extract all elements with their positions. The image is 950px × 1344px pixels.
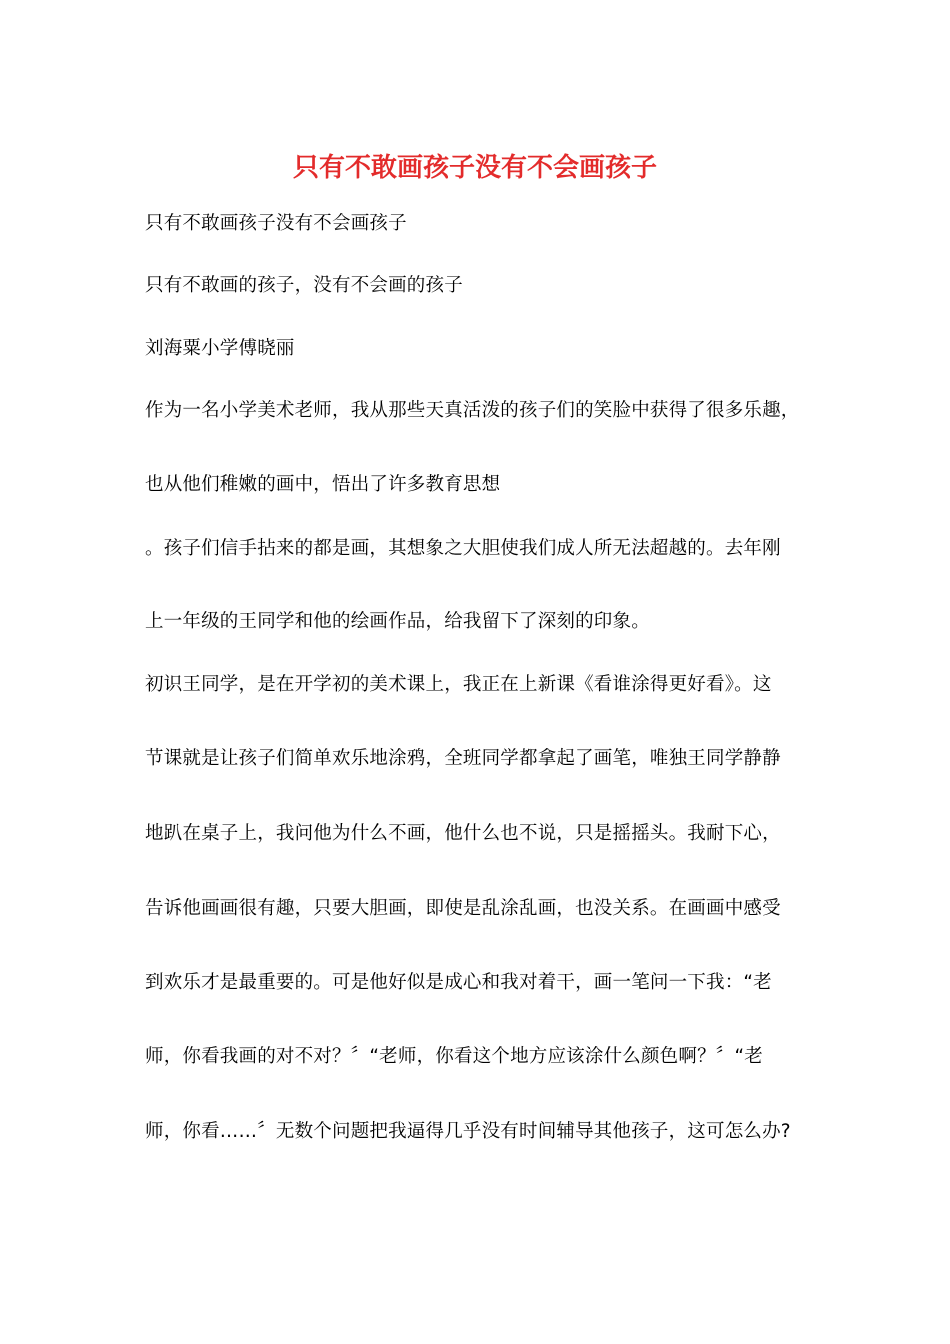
- body-line: 。孩子们信手拈来的都是画，其想象之大胆使我们成人所无法超越的。去年刚: [145, 538, 781, 559]
- body-line: 师，你看……〞无数个问题把我逼得几乎没有时间辅导其他孩子，这可怎么办?: [145, 1121, 791, 1142]
- body-line: 告诉他画画很有趣，只要大胆画，即使是乱涂乱画，也没关系。在画画中感受: [145, 898, 781, 919]
- author: 刘海粟小学傅晓丽: [145, 338, 295, 359]
- subtitle: 只有不敢画孩子没有不会画孩子: [145, 213, 407, 234]
- body-line: 师，你看我画的对不对？〞“老师，你看这个地方应该涂什么颜色啊？〞“老: [145, 1046, 763, 1067]
- body-line: 初识王同学，是在开学初的美术课上，我正在上新课《看谁涂得更好看》。这: [145, 674, 772, 695]
- document-title: 只有不敢画孩子没有不会画孩子: [292, 153, 657, 183]
- body-line: 到欢乐才是最重要的。可是他好似是成心和我对着干，画一笔问一下我：“老: [145, 972, 772, 993]
- heading: 只有不敢画的孩子，没有不会画的孩子: [145, 275, 463, 296]
- body-line: 也从他们稚嫩的画中，悟出了许多教育思想: [145, 474, 501, 495]
- body-line: 地趴在桌子上，我问他为什么不画，他什么也不说，只是摇摇头。我耐下心，: [145, 823, 781, 844]
- body-line: 上一年级的王同学和他的绘画作品，给我留下了深刻的印象。: [145, 611, 650, 632]
- body-line: 节课就是让孩子们简单欢乐地涂鸦，全班同学都拿起了画笔，唯独王同学静静: [145, 748, 781, 769]
- body-line: 作为一名小学美术老师，我从那些天真活泼的孩子们的笑脸中获得了很多乐趣，: [145, 400, 800, 421]
